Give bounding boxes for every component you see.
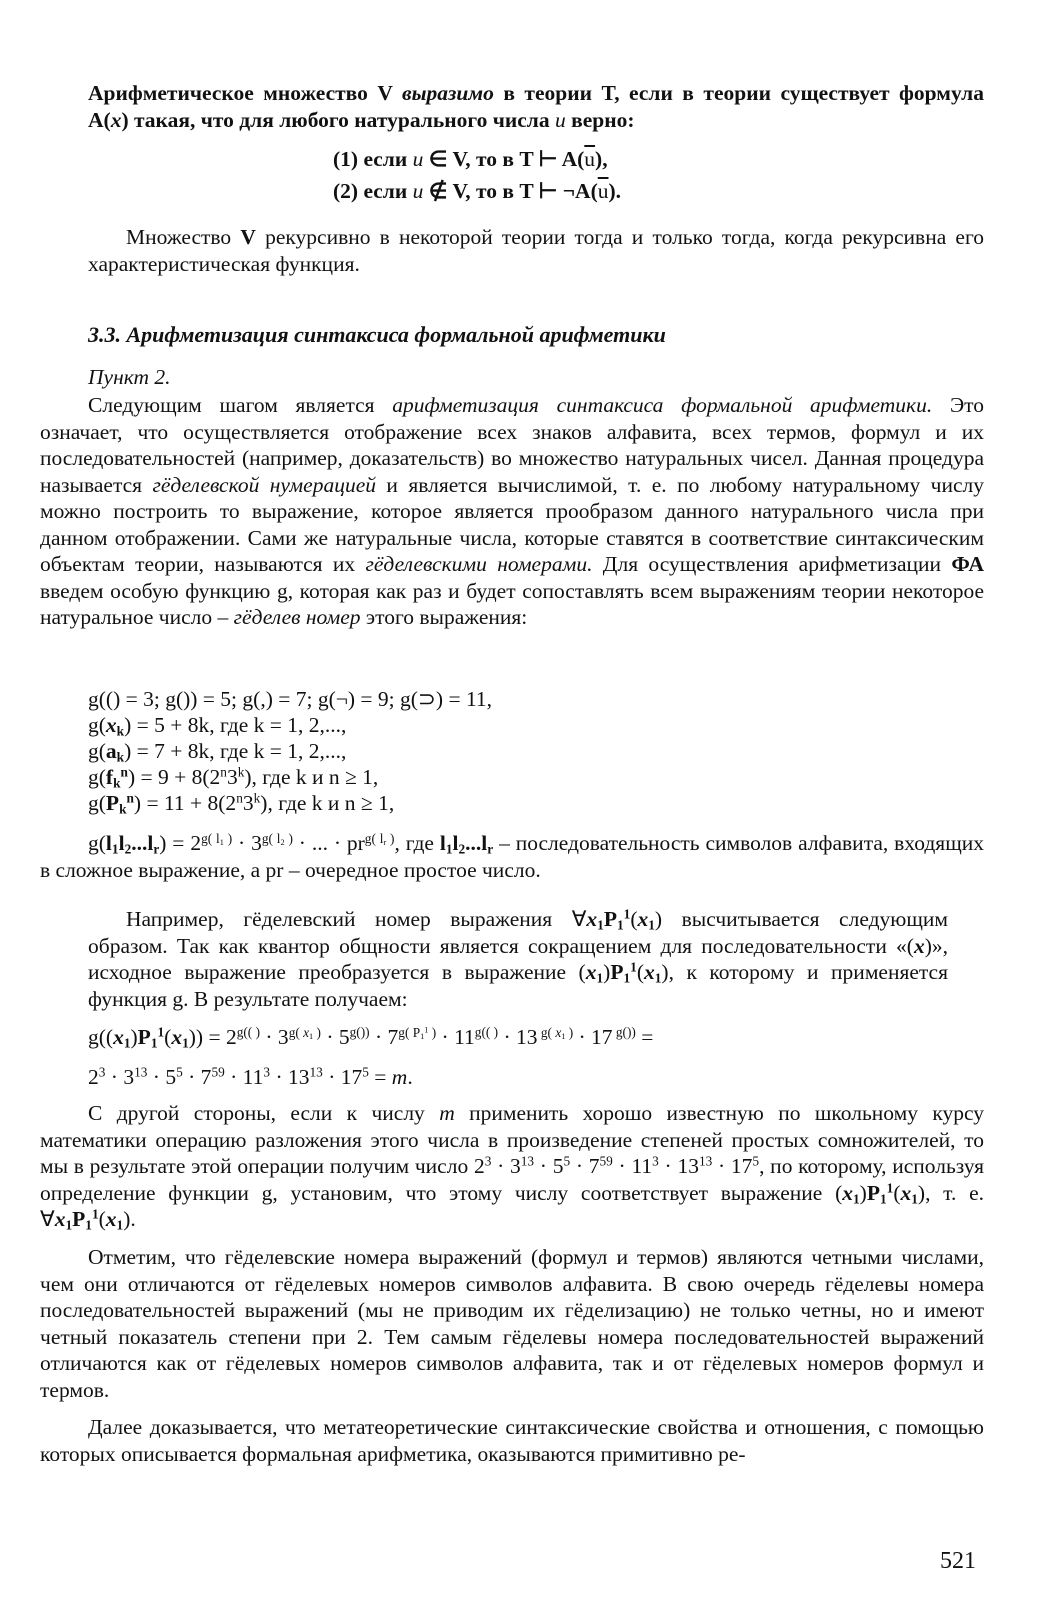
paragraph-example: Например, гёделевский номер выражения $\forall x_1P_1^1(x_1)$ высчитывается следующим образом. Так как квантор общности является сокращением для последовательности «(x)», исходное выражение преобразуется в выражение $(x_1)P_1^1(x_1)$, к которому и применяется функция g. В результате получаем: xyxy=(88,906,948,1011)
g-def-variables: $g(x_k) = 5 + 8k$, где k = 1, 2,..., xyxy=(88,713,347,739)
g-def-sequence: $g(l_1l_2...l_r) = 2^{g( l_1 )} \cdot 3^{g( l_2 )}$ · ... · $pr^{g( l_r )}$, где $l_1l_2...l_r$ – последовательность символов алфавита, входящих в сложное выражение, а pr – очередное простое число. xyxy=(40,830,984,882)
paragraph-factorization: С другой стороны, если к числу m применить хорошо известную по школьному курсу математики операцию разложения этого числа в произведение степеней простых сомножителей, то мы в результате этой операции получим число $2^3 \cdot 3^{13} \cdot 5^5 \cdot 7^{59} \cdot 11^3 \cdot 13^{13} \cdot 17^5$, по которому, используя определение функции g, установим, что этому числу соответствует выражение $(x_1)P_1^1(x_1)$, т. е. $\forall x_1P_1^1(x_1)$. xyxy=(40,1101,984,1233)
item-label: Пункт 2. xyxy=(88,365,171,389)
paragraph-last: Далее доказывается, что метатеоретические синтаксические свойства и отношения, с помощью которых описывается формальная арифметика, оказываются примитивно ре- xyxy=(40,1415,984,1466)
paragraph-intro: Следующим шагом является арифметизация синтаксиса формальной арифметики. Это означает, что осуществляется отображение всех знаков алфавита, всех термов, формул и их последовательностей (например, доказательств) во множество натуральных чисел. Данная процедура называется гёделевской нумерацией и является вычислимой, т. е. по любому натуральному числу можно построить то выражение, которое является прообразом данного натурального числа при данном отображении. Сами же натуральные числа, которые ставятся в соответствие синтаксическим объектам теории, называются их гёделевскими номерами. Для осуществления арифметизации ФА введем особую функцию g, которая как раз и будет сопоставлять всем выражениям теории некоторое натуральное число – гёделев номер этого выражения: xyxy=(40,393,984,629)
g-def-constants: $g(a_k) = 7 + 8k$, где k = 1, 2,..., xyxy=(88,739,347,765)
definition-line1: Арифметическое множество V выразимо в теории T, если в теории существует формула A(x) такая, что для любого натурального числа u верно: xyxy=(88,81,984,132)
g-def-predicates: $g(P_k^n) = 11 + 8(2^n3^k)$, где k и n ≥ 1, xyxy=(88,790,395,817)
g-def-functions: $g(f_k^n) = 9 + 8(2^n3^k)$, где k и n ≥ 1, xyxy=(88,764,379,791)
section-heading: 3.3. Арифметизация синтаксиса формальной арифметики xyxy=(88,322,666,347)
definition-condition-1: (1) если u ∈ V, то в T ⊢ $A(\overline{u})$, xyxy=(333,147,608,171)
definition-text xyxy=(88,80,984,133)
definition-condition-2: (2) если u ∉ V, то в T ⊢ $\neg A(\overline{u})$. xyxy=(333,179,622,203)
paragraph-even-numbers: Отметим, что гёделевские номера выражений (формул и термов) являются четными числами, чем они отличаются от гёделевых номеров символов алфавита. В свою очередь гёделевы номера последовательностей выражений (мы не приводим их гёделизацию) не только четны, но и имеют четный показатель степени при 2. Тем самым гёделевы номера последовательностей выражений отличаются как от гёделевых номеров символов алфавита, так и от гёделевых номеров формул и термов. xyxy=(40,1245,984,1402)
example-calc-line1: $g((x_1)P_1^1(x_1)) = 2^{g(( )} \cdot 3^{g( x_1 )} \cdot 5^{g())} \cdot 7^{g( P_1^1 )} \cdot 11^{g(( )} \cdot 13$ $^{g( x_1 )}$ · 17 $^{g())}$ = xyxy=(88,1024,654,1051)
page-number: 521 xyxy=(940,1548,976,1574)
g-def-brackets: g(() = 3; g()) = 5; g(,) = 7; g(¬) = 9; g(⊃) = 11, xyxy=(88,687,493,711)
paragraph-recursive: Множество V рекурсивно в некоторой теории тогда и только тогда, когда рекурсивна его характеристическая функция. xyxy=(88,225,984,276)
example-calc-line2: $2^3 \cdot 3^{13} \cdot 5^5 \cdot 7^{59} \cdot 11^3 \cdot 13^{13} \cdot 17^5 = m$. xyxy=(88,1064,413,1089)
